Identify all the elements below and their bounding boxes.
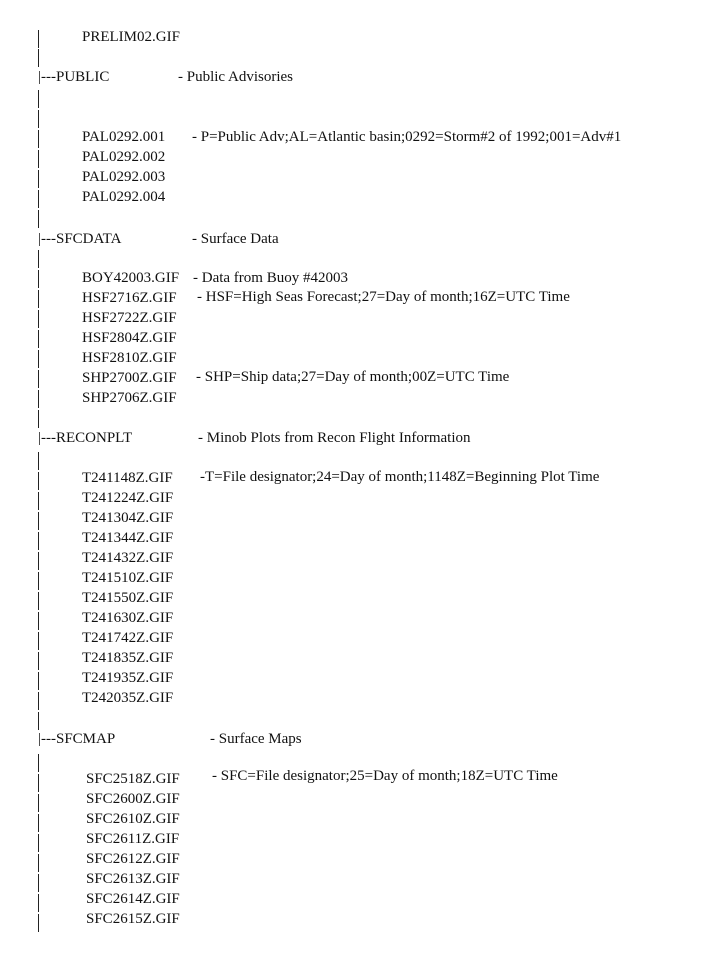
file-entry: T241550Z.GIF xyxy=(82,590,174,606)
file-entry: PAL0292.003 xyxy=(82,169,166,185)
file-entry: PRELIM02.GIF xyxy=(82,29,180,45)
file-entry: SFC2613Z.GIF xyxy=(86,871,180,887)
folder-reconplt: |---RECONPLT xyxy=(38,430,133,446)
file-entry: T241344Z.GIF xyxy=(82,530,174,546)
file-entry: T241742Z.GIF xyxy=(82,630,174,646)
file-description: - Data from Buoy #42003 xyxy=(193,270,348,286)
file-description: - HSF=High Seas Forecast;27=Day of month;16Z=UTC Time xyxy=(197,289,570,305)
folder-description: - Minob Plots from Recon Flight Information xyxy=(198,430,471,446)
file-entry: T241630Z.GIF xyxy=(82,610,174,626)
file-entry: T241148Z.GIF xyxy=(82,470,173,486)
file-entry: PAL0292.002 xyxy=(82,149,166,165)
file-entry: SFC2518Z.GIF xyxy=(86,771,180,787)
file-entry: SFC2614Z.GIF xyxy=(86,891,180,907)
file-description: - P=Public Adv;AL=Atlantic basin;0292=Storm#2 of 1992;001=Adv#1 xyxy=(192,129,622,145)
file-entry: HSF2716Z.GIF xyxy=(82,290,177,306)
file-entry: SFC2615Z.GIF xyxy=(86,911,180,927)
folder-public: |---PUBLIC xyxy=(38,69,110,85)
file-entry: SHP2700Z.GIF xyxy=(82,370,177,386)
file-entry: T241835Z.GIF xyxy=(82,650,174,666)
file-entry: T242035Z.GIF xyxy=(82,690,174,706)
folder-sfcdata: |---SFCDATA xyxy=(38,231,122,247)
folder-description: - Surface Data xyxy=(192,231,279,247)
file-entry: SHP2706Z.GIF xyxy=(82,390,177,406)
folder-sfcmap: |---SFCMAP xyxy=(38,731,116,747)
file-entry: T241510Z.GIF xyxy=(82,570,174,586)
folder-description: - Surface Maps xyxy=(210,731,302,747)
file-entry: SFC2610Z.GIF xyxy=(86,811,180,827)
file-entry: BOY42003.GIF xyxy=(82,270,180,286)
file-entry: HSF2804Z.GIF xyxy=(82,330,177,346)
file-description: -T=File designator;24=Day of month;1148Z=Beginning Plot Time xyxy=(200,469,600,485)
folder-description: - Public Advisories xyxy=(178,69,293,85)
file-entry: PAL0292.001 xyxy=(82,129,166,145)
file-description: - SHP=Ship data;27=Day of month;00Z=UTC Time xyxy=(196,369,510,385)
file-entry: SFC2612Z.GIF xyxy=(86,851,180,867)
file-description: - SFC=File designator;25=Day of month;18Z=UTC Time xyxy=(212,768,558,784)
file-entry: HSF2810Z.GIF xyxy=(82,350,177,366)
file-entry: T241935Z.GIF xyxy=(82,670,174,686)
file-entry: SFC2600Z.GIF xyxy=(86,791,180,807)
file-entry: PAL0292.004 xyxy=(82,189,166,205)
file-entry: SFC2611Z.GIF xyxy=(86,831,180,847)
file-entry: T241304Z.GIF xyxy=(82,510,174,526)
file-entry: T241224Z.GIF xyxy=(82,490,174,506)
file-entry: HSF2722Z.GIF xyxy=(82,310,177,326)
file-entry: T241432Z.GIF xyxy=(82,550,174,566)
